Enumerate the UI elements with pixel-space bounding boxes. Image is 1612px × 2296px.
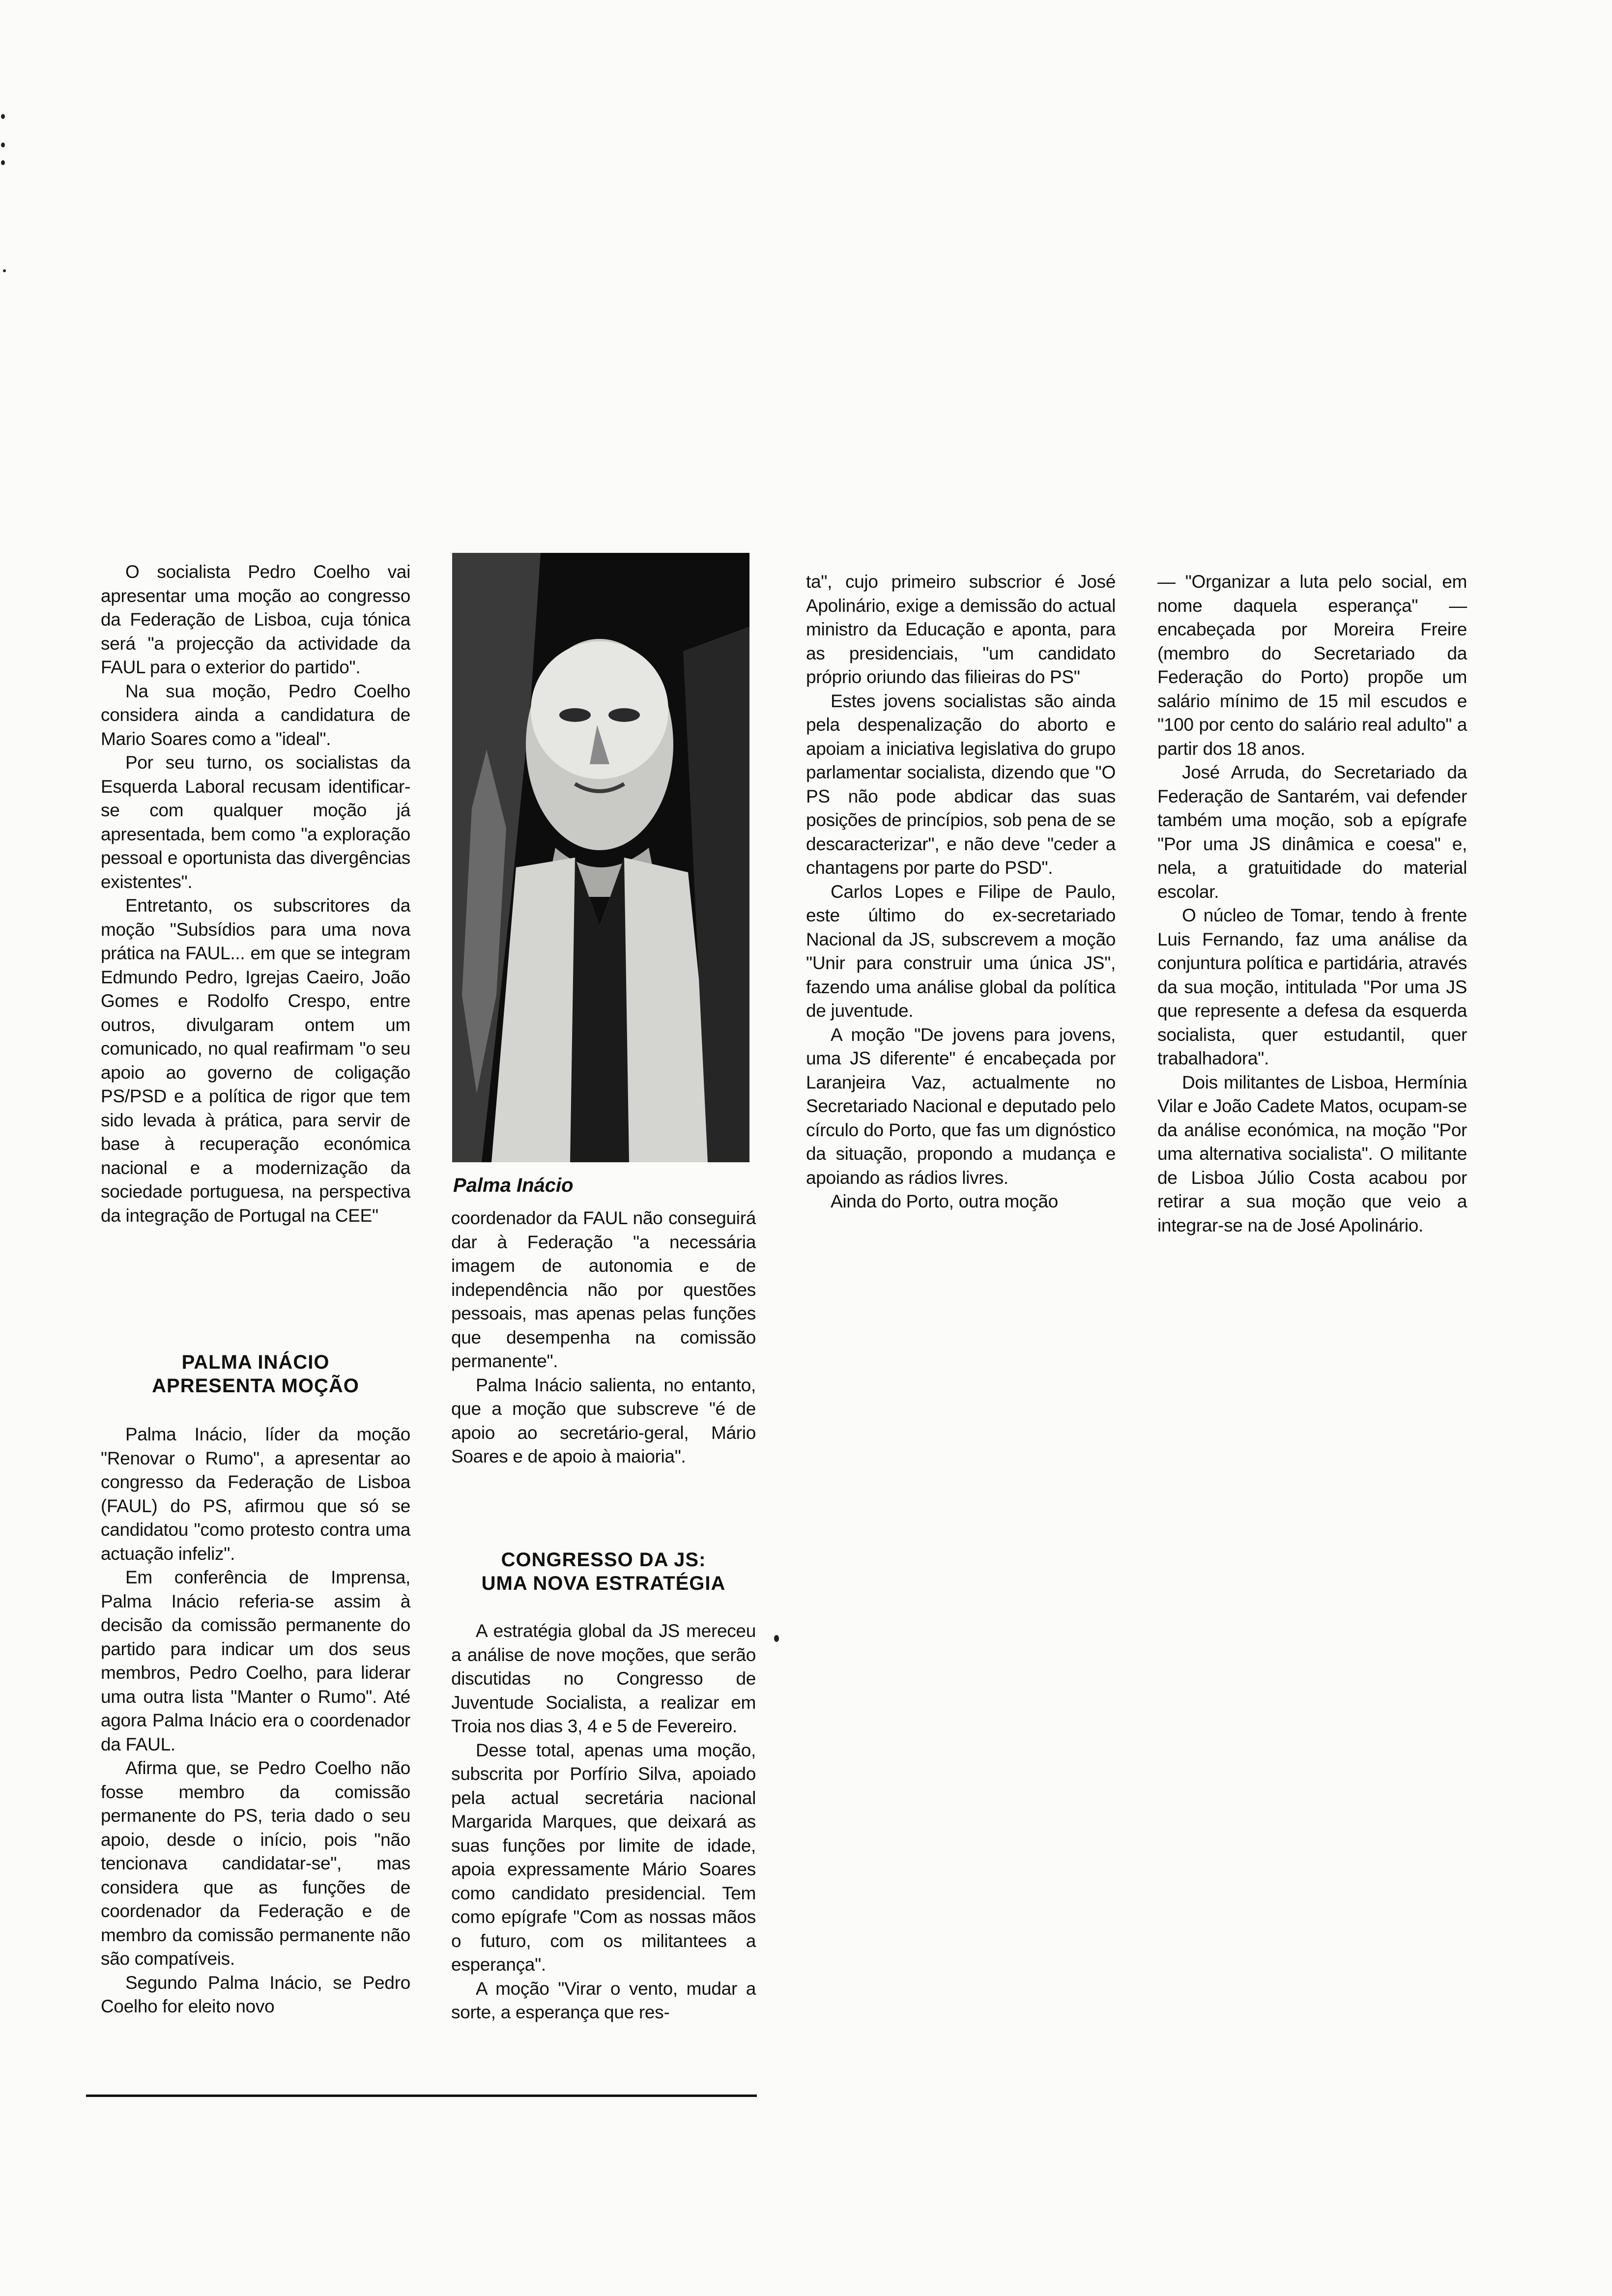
portrait-photo <box>452 553 749 1162</box>
paragraph: Desse total, apenas uma moção, subscrita por Porfírio Silva, apoiado pela actual secretária nacional Margarida Marques, que deixará as suas funções por limite de idade, apoia expressamente Mário Soares como candidato presidencial. Tem como epígrafe "Com as nossas mãos o futuro, com os militantees a esperança". <box>451 1740 756 1975</box>
paragraph: José Arruda, do Secretariado da Federação de Santarém, vai defender também uma moção, sob a epígrafe "Por uma JS dinâmica e coesa" e, nela, a gratuitidade do material escolar. <box>1157 762 1467 902</box>
article-column-3 <box>806 570 1116 1214</box>
scan-speck <box>774 1635 779 1642</box>
paragraph: Em conferência de Imprensa, Palma Inácio referia-se assim à decisão da comissão permanente do partido para indicar um dos seus membros, Pedro Coelho, para liderar uma outra lista "Manter o Rumo". Até agora Palma Inácio era o coordenador da FAUL. <box>101 1567 410 1754</box>
paragraph: Carlos Lopes e Filipe de Paulo, este último do ex-secretariado Nacional da JS, subscrevem a moção "Unir para construir uma única JS", fazendo uma análise global da política de juventude. <box>806 881 1116 1021</box>
paragraph: — "Organizar a luta pelo social, em nome daquela esperança" — encabeçada por Moreira Freire (membro do Secretariado da Federação do Porto) propõe um salário mínimo de 15 mil escudos e "100 por cento do salário real adulto" a partir dos 18 anos. <box>1157 572 1467 759</box>
paragraph: Segundo Palma Inácio, se Pedro Coelho for eleito novo <box>101 1972 410 2016</box>
paragraph: Dois militantes de Lisboa, Hermínia Vilar e João Cadete Matos, ocupam-se da análise económica, na moção "Por uma alternativa socialista". O militante de Lisboa Júlio Costa acabou por retirar a sua moção que veio a integrar-se na de José Apolinário. <box>1157 1072 1467 1235</box>
section-heading: PALMA INÁCIO APRESENTA MOÇÃO <box>152 1351 359 1397</box>
article-column-1-continued <box>101 1423 410 2019</box>
section-heading: CONGRESSO DA JS: UMA NOVA ESTRATÉGIA <box>481 1549 726 1594</box>
photo-caption: Palma Inácio <box>453 1175 574 1196</box>
article-column-4 <box>1157 570 1467 1237</box>
paragraph: A moção "Virar o vento, mudar a sorte, a esperança que res- <box>451 1978 756 2022</box>
paragraph: Ainda do Porto, outra moção <box>831 1191 1058 1211</box>
scan-speck <box>1 114 5 119</box>
paragraph: A estratégia global da JS mereceu a análise de nove moções, que serão discutidas no Congresso de Juventude Socialista, a realizar em Troia nos dias 3, 4 e 5 de Fevereiro. <box>451 1621 756 1736</box>
scan-speck <box>1 143 5 147</box>
paragraph: O núcleo de Tomar, tendo à frente Luis Fernando, faz uma análise da conjuntura política e partidária, através da sua moção, intitulada "Por uma JS que represente a defesa da esquerda socialista, quer estudantil, quer trabalhadora". <box>1157 905 1467 1068</box>
scan-speck <box>3 269 6 272</box>
article-column-2-continued <box>451 1619 756 2025</box>
bottom-rule <box>86 2095 757 2097</box>
paragraph: ta", cujo primeiro subscrior é José Apolinário, exige a demissão do actual ministro da Educação e aponta, para as presidenciais, "um candidato próprio oriundo das filieiras do PS" <box>806 572 1116 687</box>
article-column-2 <box>451 1206 756 1469</box>
paragraph: Palma Inácio salienta, no entanto, que a moção que subscreve "é de apoio ao secretário-geral, Mário Soares e de apoio à maioria". <box>451 1375 756 1466</box>
scan-speck <box>1 160 5 165</box>
paragraph: A moção "De jovens para jovens, uma JS diferente" é encabeçada por Laranjeira Vaz, actualmente no Secretariado Nacional e deputado pelo círculo do Porto, que fas um dignóstico da situação, propondo a mudança e apoiando as rádios livres. <box>806 1024 1116 1188</box>
paragraph: Palma Inácio, líder da moção "Renovar o Rumo", a apresentar ao congresso da Federação de Lisboa (FAUL) do PS, afirmou que só se candidatou "como protesto contra uma actuação infeliz". <box>101 1424 410 1564</box>
paragraph: Afirma que, se Pedro Coelho não fosse membro da comissão permanente do PS, teria dado o seu apoio, desde o início, pois "não tencionava candidatar-se", mas considera que as funções de coordenador da Federação e de membro da comissão permanente não são compatíveis. <box>101 1758 410 1969</box>
paragraph: Por seu turno, os socialistas da Esquerda Laboral recusam identificar-se com qualquer moção já apresentada, bem como "a exploração pessoal e oportunista das divergências existentes". <box>101 752 410 892</box>
paragraph: coordenador da FAUL não conseguirá dar à Federação "a necessária imagem de autonomia e de independência não por questões pessoais, mas apenas pelas funções que desempenha na comissão permanente". <box>451 1208 756 1371</box>
paragraph: Entretanto, os subscritores da moção "Subsídios para uma nova prática na FAUL... em que se integram Edmundo Pedro, Igrejas Caeiro, João Gomes e Rodolfo Crespo, entre outros, divulgaram ontem um comunicado, no qual reafirmam "o seu apoio ao governo de coligação PS/PSD e a política de rigor que tem sido levada à prática, para servir de base à recuperação económica nacional e a modernização da sociedade portuguesa, na perspectiva da integração de Portugal na CEE" <box>101 895 410 1226</box>
paragraph: Na sua moção, Pedro Coelho considera ainda a candidatura de Mario Soares como a "ideal". <box>101 681 410 749</box>
paragraph: Estes jovens socialistas são ainda pela despenalização do aborto e apoiam a iniciativa legislativa do grupo parlamentar socialista, dizendo que "O PS não pode abdicar das suas posições de princípios, sob pena de se descaracterizar", e não deve "ceder a chantagens por parte do PSD". <box>806 690 1116 878</box>
paragraph: O socialista Pedro Coelho vai apresentar uma moção ao congresso da Federação de Lisboa, cuja tónica será "a projecção da actividade da FAUL para o exterior do partido". <box>101 562 410 677</box>
article-column-1 <box>101 560 410 1228</box>
